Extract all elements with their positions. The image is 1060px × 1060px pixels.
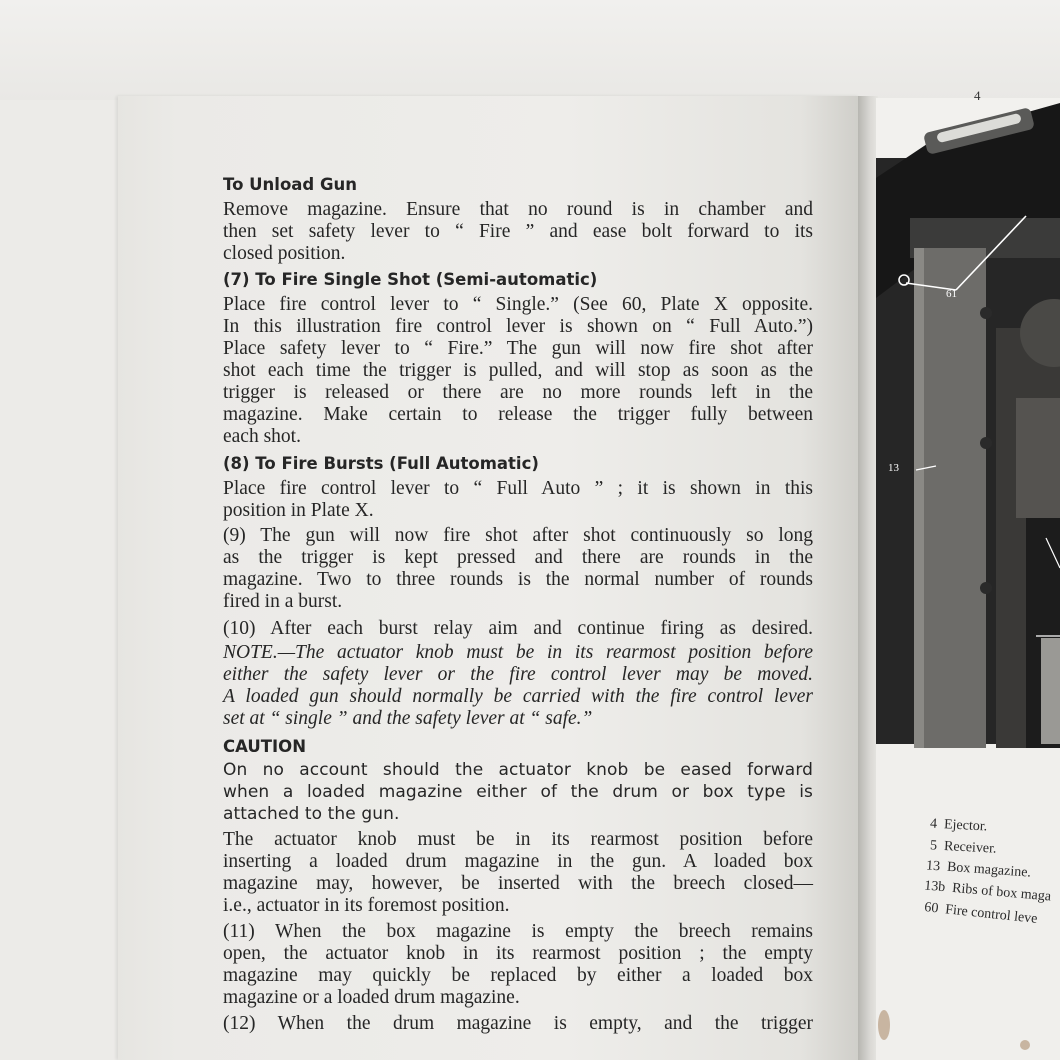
text-line: The actuator knob must be in its rearmost position before bbox=[223, 829, 813, 850]
legend-label: Box magazine. bbox=[946, 859, 1032, 881]
text-line: trigger is released or there are no more rounds left in the bbox=[223, 382, 813, 403]
foxing-spot bbox=[878, 1010, 890, 1040]
text-line: (12) When the drum magazine is empty, and the trigger bbox=[223, 1013, 813, 1034]
text-line: magazine. Make certain to release the trigger fully between bbox=[223, 404, 813, 425]
legend-label: Ejector. bbox=[943, 817, 988, 835]
text-line: inserting a loaded drum magazine in the gun. A loaded box bbox=[223, 851, 813, 872]
photo-label-61: 61 bbox=[946, 288, 957, 300]
legend-number: 13b bbox=[923, 878, 946, 896]
legend-number: 5 bbox=[929, 838, 938, 854]
text-line: magazine. Two to three rounds is the normal number of rounds bbox=[223, 569, 813, 590]
text-line: as the trigger is kept pressed and there are rounds in the bbox=[223, 547, 813, 568]
text-line: magazine or a loaded drum magazine. bbox=[223, 987, 520, 1008]
text-line: shot each time the trigger is pulled, and will stop as soon as the bbox=[223, 360, 813, 381]
legend-number: 60 bbox=[923, 900, 940, 917]
section-heading: (7) To Fire Single Shot (Semi-automatic) bbox=[223, 270, 598, 289]
legend-item bbox=[930, 817, 988, 836]
legend-label: Ribs of box maga bbox=[951, 880, 1052, 905]
photo-label-13: 13 bbox=[888, 462, 899, 474]
text-line: (10) After each burst relay aim and continue firing as desired. bbox=[223, 618, 813, 639]
text-line: On no account should the actuator knob be eased forward bbox=[223, 760, 813, 780]
text-line: then set safety lever to “ Fire ” and ease bolt forward to its bbox=[223, 221, 813, 242]
text-line: Remove magazine. Ensure that no round is in chamber and bbox=[223, 199, 813, 220]
text-line: position in Plate X. bbox=[223, 500, 374, 521]
text-line: open, the actuator knob in its rearmost position ; the empty bbox=[223, 943, 813, 964]
legend-label: Fire control leve bbox=[944, 902, 1039, 927]
text-line: (11) When the box magazine is empty the breech remains bbox=[223, 921, 813, 942]
text-line: magazine may, however, be inserted with the breech closed— bbox=[223, 873, 813, 894]
legend-item bbox=[930, 838, 997, 857]
text-line: magazine may quickly be replaced by either a loaded box bbox=[223, 965, 813, 986]
gun-photo-drawing bbox=[876, 98, 1060, 744]
text-line: each shot. bbox=[223, 426, 301, 447]
text-line: attached to the gun. bbox=[223, 804, 400, 824]
photo-label-4: 4 bbox=[974, 88, 981, 103]
text-line: (9) The gun will now fire shot after shot continuously so long bbox=[223, 525, 813, 546]
book-gutter bbox=[858, 96, 878, 1060]
foxing-spot bbox=[1020, 1040, 1030, 1050]
gun-photograph bbox=[876, 88, 1060, 744]
text-line: closed position. bbox=[223, 243, 346, 264]
text-line: either the safety lever or the fire control lever may be moved. bbox=[223, 664, 813, 685]
text-line: Place safety lever to “ Fire.” The gun will now fire shot after bbox=[223, 338, 813, 359]
text-line: A loaded gun should normally be carried with the fire control lever bbox=[223, 686, 813, 707]
legend-label: Receiver. bbox=[943, 839, 997, 857]
table-surface bbox=[0, 0, 1060, 100]
text-line: fired in a burst. bbox=[223, 591, 343, 612]
text-line: Place fire control lever to “ Single.” (See 60, Plate X opposite. bbox=[223, 294, 813, 315]
text-line: In this illustration fire control lever is shown on “ Full Auto.”) bbox=[223, 316, 813, 337]
text-line: when a loaded magazine either of the drum or box type is bbox=[223, 782, 813, 802]
text-line: Place fire control lever to “ Full Auto ” ; it is shown in this bbox=[223, 478, 813, 499]
section-heading: (8) To Fire Bursts (Full Automatic) bbox=[223, 454, 539, 473]
text-line: NOTE.—The actuator knob must be in its rearmost position before bbox=[223, 642, 813, 663]
section-heading: CAUTION bbox=[223, 737, 306, 756]
text-line: set at “ single ” and the safety lever at “ safe.” bbox=[223, 708, 593, 729]
text-line: i.e., actuator in its foremost position. bbox=[223, 895, 510, 916]
section-heading: To Unload Gun bbox=[223, 175, 358, 194]
legend-number: 4 bbox=[929, 816, 938, 832]
legend-number: 13 bbox=[925, 858, 941, 875]
